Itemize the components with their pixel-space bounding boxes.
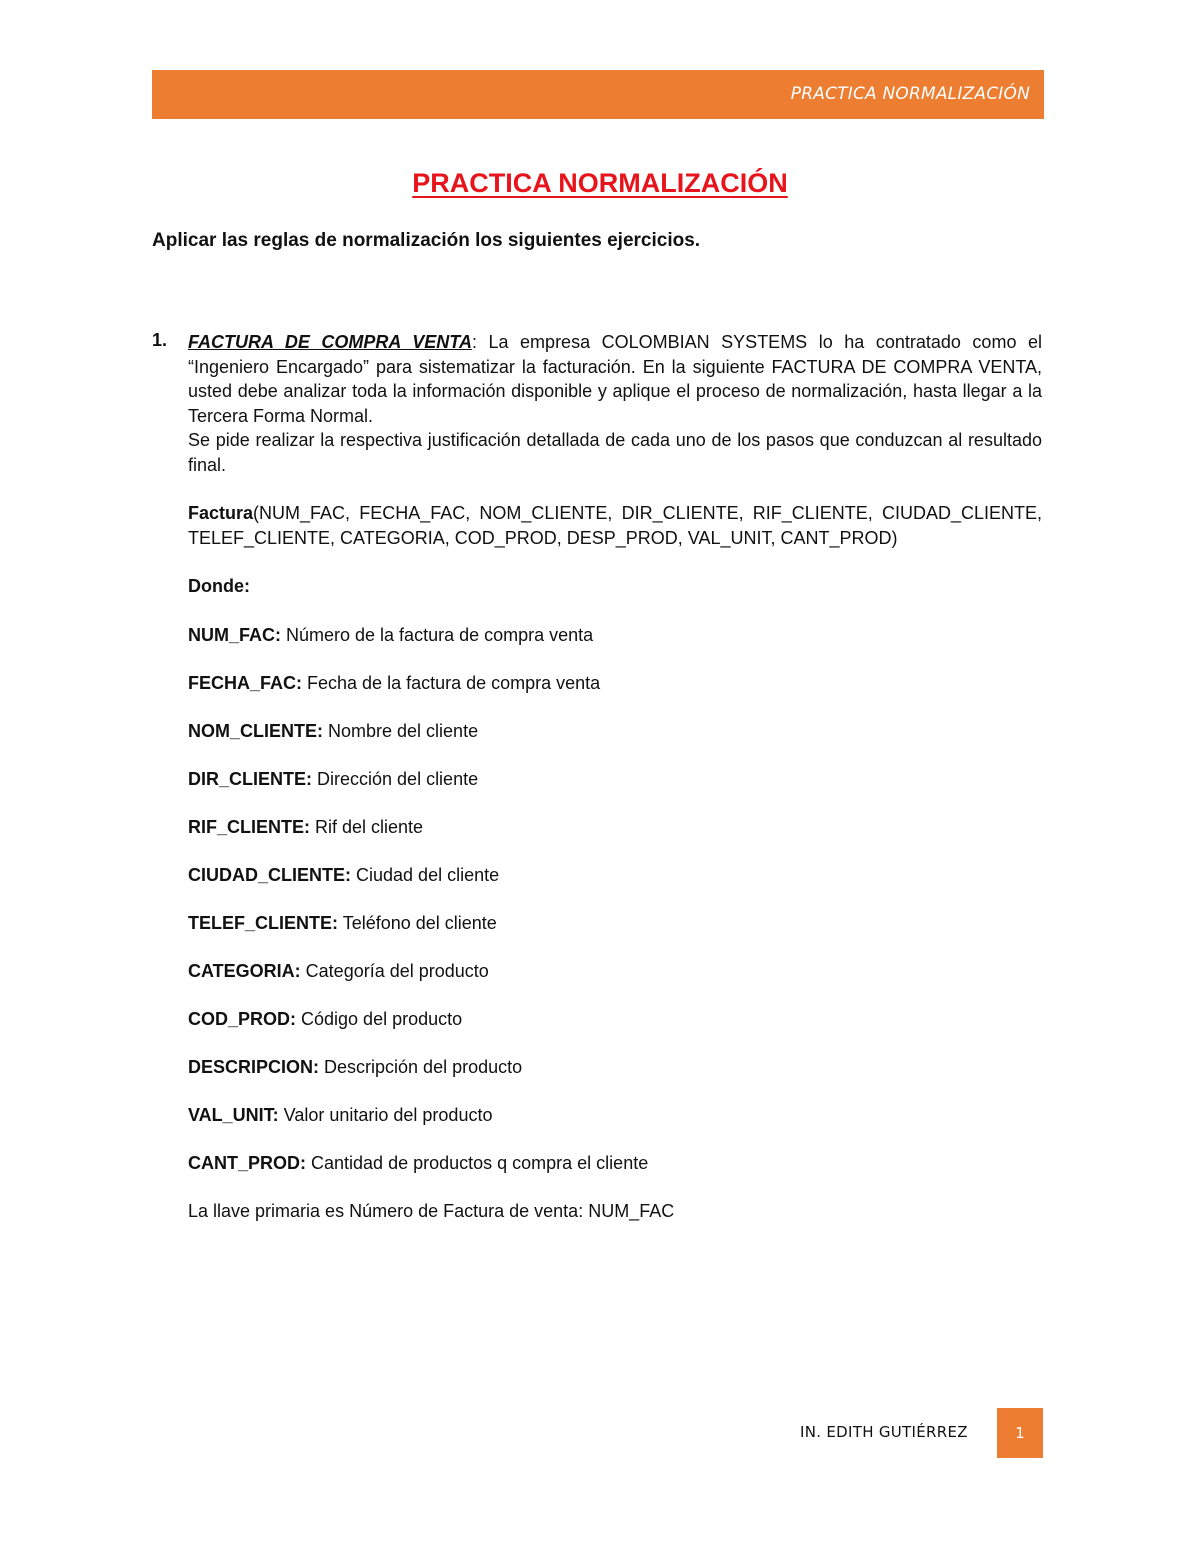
definition-key: DESCRIPCION:	[188, 1056, 320, 1077]
footer-author: IN. EDITH GUTIÉRREZ	[800, 1423, 968, 1441]
exercise-intro	[188, 330, 1042, 428]
definition-value: Dirección del cliente	[312, 768, 479, 789]
definition-key: CANT_PROD:	[188, 1152, 307, 1173]
definition-value: Rif del cliente	[310, 816, 424, 837]
relation-name: Factura	[188, 503, 254, 523]
definition-key: NOM_CLIENTE:	[188, 720, 323, 741]
definition-key: VAL_UNIT:	[188, 1104, 279, 1125]
definition-key: COD_PROD:	[188, 1008, 297, 1029]
definition-value: Código del producto	[296, 1008, 463, 1029]
definition-value: Valor unitario del producto	[278, 1104, 493, 1125]
definition-value: Descripción del producto	[319, 1056, 523, 1077]
definition-item	[188, 1151, 1042, 1176]
exercise-body	[188, 330, 1042, 1223]
running-header-title: PRACTICA NORMALIZACIÓN	[790, 84, 1030, 104]
definition-item	[188, 623, 1042, 648]
definition-item	[188, 911, 1042, 936]
where-label: Donde:	[188, 576, 250, 596]
definition-key: DIR_CLIENTE:	[188, 768, 313, 789]
definition-value: Nombre del cliente	[323, 720, 479, 741]
exercise-label: FACTURA DE COMPRA VENTA	[188, 332, 472, 352]
exercise-intro-text: : La empresa COLOMBIAN SYSTEMS lo ha contratado como el “Ingeniero Encargado” para sistematizar la facturación. En la siguiente FACTURA DE COMPRA VENTA, usted debe analizar toda la información disponible y aplique el proceso de normalización, hasta llegar a la Tercera Forma Normal.	[188, 332, 1042, 426]
exercise-number: 1.	[152, 330, 168, 350]
instructions-subtitle: Aplicar las reglas de normalización los siguientes ejercicios.	[152, 230, 701, 251]
definition-item	[188, 1007, 1042, 1032]
definition-key: CATEGORIA:	[188, 960, 301, 981]
definition-value: Teléfono del cliente	[338, 912, 497, 933]
definition-item	[188, 815, 1042, 840]
definition-value: Número de la factura de compra venta	[281, 624, 594, 645]
definition-item	[188, 1055, 1042, 1080]
definition-item	[188, 767, 1042, 792]
definition-value: Categoría del producto	[300, 960, 489, 981]
primary-key-note: La llave primaria es Número de Factura de venta: NUM_FAC	[188, 1200, 675, 1221]
definitions-list	[188, 623, 1042, 1176]
page-title: PRACTICA NORMALIZACIÓN	[412, 168, 788, 198]
definition-item	[188, 671, 1042, 696]
header-bar	[152, 70, 1044, 119]
page-number: 1	[997, 1408, 1043, 1458]
exercise-request: Se pide realizar la respectiva justificación detallada de cada uno de los pasos que conduzcan al resultado final.	[188, 430, 1042, 475]
definition-key: TELEF_CLIENTE:	[188, 912, 339, 933]
definition-key: NUM_FAC:	[188, 624, 281, 645]
definition-item	[188, 863, 1042, 888]
definition-value: Ciudad del cliente	[351, 864, 500, 885]
definition-value: Cantidad de productos q compra el cliente	[306, 1152, 649, 1173]
definition-key: RIF_CLIENTE:	[188, 816, 311, 837]
definition-key: CIUDAD_CLIENTE:	[188, 864, 352, 885]
definition-value: Fecha de la factura de compra venta	[302, 672, 601, 693]
definition-key: FECHA_FAC:	[188, 672, 303, 693]
definition-item	[188, 959, 1042, 984]
definition-item	[188, 1103, 1042, 1128]
relation-attributes: (NUM_FAC, FECHA_FAC, NOM_CLIENTE, DIR_CLIENTE, RIF_CLIENTE, CIUDAD_CLIENTE, TELEF_CLIENTE, CATEGORIA, COD_PROD, DESP_PROD, VAL_UNIT, CANT_PROD)	[188, 503, 1042, 548]
definition-item	[188, 719, 1042, 744]
relation-schema	[188, 501, 1042, 550]
